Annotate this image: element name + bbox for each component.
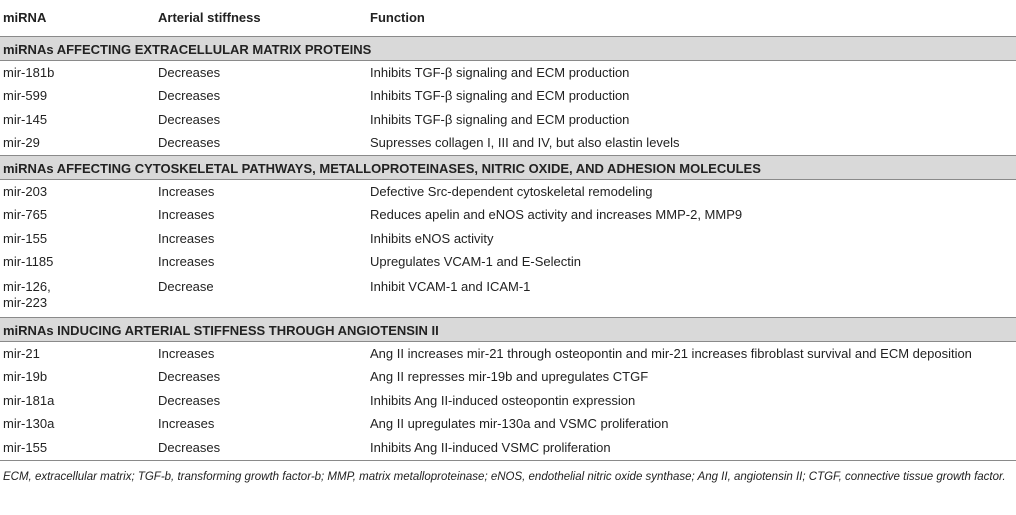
table-row: [0, 180, 1016, 204]
stiffness-cell: Increases: [158, 230, 215, 246]
function-cell: Inhibits TGF-β signaling and ECM production: [370, 88, 630, 104]
section-title: miRNAs AFFECTING CYTOSKELETAL PATHWAYS, METALLOPROTEINASES, NITRIC OXIDE, AND ADHESION MOLECULES: [0, 156, 1016, 180]
mirna-cell: mir-203: [3, 183, 48, 199]
mirna-cell: mir-599: [3, 88, 48, 104]
function-cell: Reduces apelin and eNOS activity and increases MMP-2, MMP9: [370, 207, 743, 223]
table-row: [0, 436, 1016, 460]
function-cell: Supresses collagen I, III and IV, but also elastin levels: [370, 135, 680, 151]
mirna-cell: mir-19b: [3, 369, 48, 385]
header-function: Function: [367, 0, 1016, 37]
stiffness-cell: Increases: [158, 207, 215, 223]
table-row: [0, 274, 1016, 318]
table-footnote: ECM, extracellular matrix; TGF-b, transforming growth factor-b; MMP, matrix metalloproteinase; eNOS, endothelial nitric oxide synthase; Ang II, angiotensin II; CTGF, connective tissue growth factor.: [3, 470, 1006, 483]
table-row: [0, 389, 1016, 413]
header-mirna: miRNA: [0, 0, 155, 37]
function-cell: Inhibit VCAM-1 and ICAM-1: [370, 279, 531, 294]
stiffness-cell: Increases: [158, 254, 215, 270]
function-cell: Defective Src-dependent cytoskeletal remodeling: [370, 183, 653, 199]
function-cell: Inhibits Ang II-induced VSMC proliferation: [367, 436, 1016, 460]
table-row: [0, 413, 1016, 437]
table-row: [0, 132, 1016, 156]
function-cell: Ang II upregulates mir-130a and VSMC proliferation: [370, 416, 669, 432]
mirna-cell: mir-765: [3, 207, 48, 223]
stiffness-cell: Decreases: [158, 392, 221, 408]
function-cell: Inhibits TGF-β signaling and ECM production: [370, 64, 630, 80]
function-cell: Ang II represses mir-19b and upregulates CTGF: [370, 369, 649, 385]
section-header: [0, 156, 1016, 180]
table-row: [0, 342, 1016, 366]
stiffness-cell: Decreases: [158, 88, 221, 104]
mirna-line-2: mir-223: [3, 295, 48, 310]
mirna-cell: mir-155: [3, 230, 48, 246]
header-row: [0, 0, 1016, 37]
mirna-line-1: mir-126,: [3, 279, 51, 294]
mirna-cell: mir-181b: [3, 64, 55, 80]
mirna-cell: mir-145: [3, 111, 48, 127]
mirna-cell: mir-21: [3, 345, 40, 361]
mirna-cell: mir-155: [0, 436, 155, 460]
table-row: [0, 204, 1016, 228]
stiffness-cell: Decreases: [158, 135, 221, 151]
stiffness-cell: Decreases: [158, 111, 221, 127]
section-title: miRNAs INDUCING ARTERIAL STIFFNESS THROUGH ANGIOTENSIN II: [0, 318, 1016, 342]
table-row: [0, 61, 1016, 85]
header-arterial-stiffness: Arterial stiffness: [155, 0, 367, 37]
table-row: [0, 108, 1016, 132]
mirna-cell: mir-29: [3, 135, 40, 151]
section-header: [0, 37, 1016, 61]
mirna-cell: mir-130a: [3, 416, 55, 432]
function-cell: Ang II increases mir-21 through osteopontin and mir-21 increases fibroblast survival and ECM deposition: [370, 345, 972, 361]
stiffness-cell: Decreases: [158, 64, 221, 80]
function-cell: Inhibits eNOS activity: [370, 230, 494, 246]
function-cell: Upregulates VCAM-1 and E-Selectin: [370, 254, 581, 270]
stiffness-cell: Decreases: [158, 369, 221, 385]
table-row: [0, 85, 1016, 109]
mirna-cell: mir-1185: [3, 254, 54, 270]
stiffness-cell: Decrease: [158, 279, 214, 294]
stiffness-cell: Decreases: [155, 436, 367, 460]
stiffness-cell: Increases: [158, 183, 215, 199]
function-cell: Inhibits TGF-β signaling and ECM production: [370, 111, 630, 127]
table-row: [0, 227, 1016, 251]
stiffness-cell: Increases: [158, 416, 215, 432]
section-title: miRNAs AFFECTING EXTRACELLULAR MATRIX PROTEINS: [0, 37, 1016, 61]
section-header: [0, 318, 1016, 342]
stiffness-cell: Increases: [158, 345, 215, 361]
table-row: [0, 366, 1016, 390]
table-row: [0, 251, 1016, 275]
mirna-cell: mir-181a: [3, 392, 55, 408]
mirna-cell: [0, 274, 155, 318]
function-cell: Inhibits Ang II-induced osteopontin expression: [370, 392, 636, 408]
